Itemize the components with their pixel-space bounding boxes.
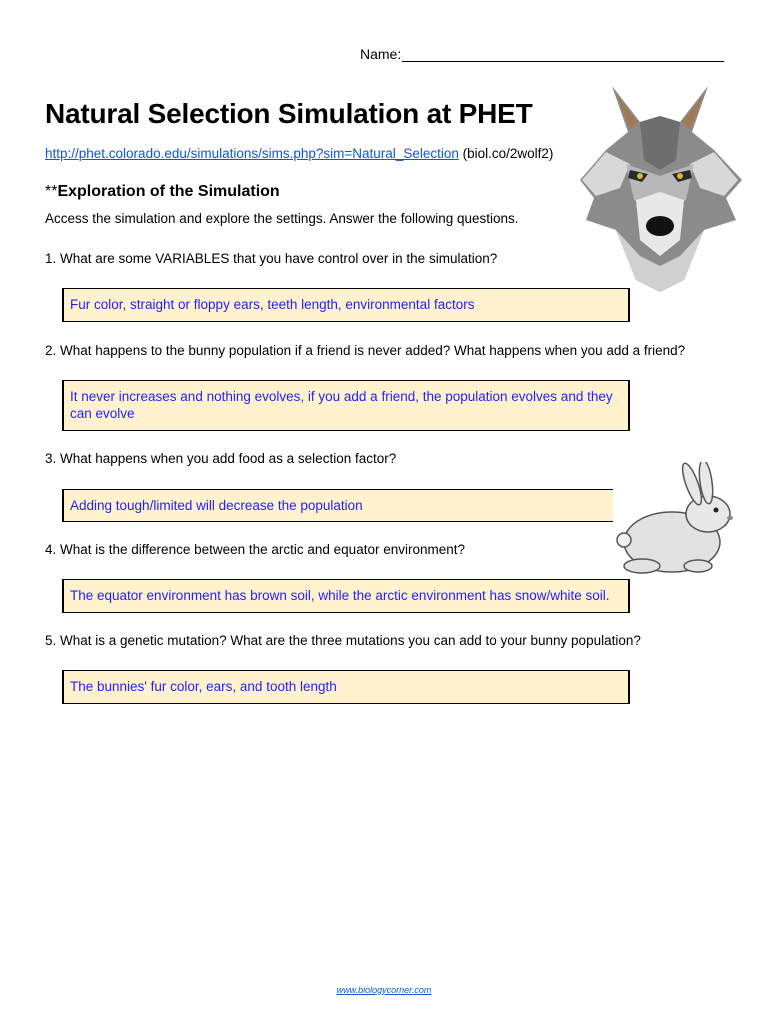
- heading-text: Exploration of the Simulation: [57, 183, 280, 200]
- link-row: [45, 146, 553, 161]
- section-heading: [45, 183, 280, 201]
- question-2: 2. What happens to the bunny population if a friend is never added? What happens when you add a friend?: [45, 343, 686, 358]
- short-link: (biol.co/2wolf2): [462, 146, 554, 161]
- answer-box-4[interactable]: The equator environment has brown soil, while the arctic environment has snow/white soil.: [62, 579, 630, 613]
- heading-stars: **: [45, 183, 58, 200]
- answer-box-3[interactable]: Adding tough/limited will decrease the population: [62, 489, 613, 522]
- bunny-image: [612, 462, 740, 578]
- name-label: Name:: [360, 46, 402, 62]
- name-field[interactable]: [360, 46, 724, 62]
- name-blank[interactable]: [402, 46, 724, 62]
- footer-link[interactable]: www.biologycorner.com: [336, 985, 432, 995]
- question-1: 1. What are some VARIABLES that you have control over in the simulation?: [45, 251, 498, 266]
- question-5: 5. What is a genetic mutation? What are the three mutations you can add to your bunny population?: [45, 633, 641, 648]
- wolf-image: [576, 80, 744, 295]
- simulation-link[interactable]: http://phet.colorado.edu/simulations/sims.php?sim=Natural_Selection: [45, 146, 459, 161]
- footer: [0, 985, 768, 995]
- answer-box-1[interactable]: Fur color, straight or floppy ears, teeth length, environmental factors: [62, 288, 630, 322]
- answer-box-2[interactable]: It never increases and nothing evolves, if you add a friend, the population evolves and they can evolve: [62, 380, 630, 431]
- intro-text: Access the simulation and explore the settings. Answer the following questions.: [45, 211, 519, 226]
- question-4: 4. What is the difference between the arctic and equator environment?: [45, 542, 466, 557]
- answer-box-5[interactable]: The bunnies' fur color, ears, and tooth length: [62, 670, 630, 704]
- question-3: 3. What happens when you add food as a selection factor?: [45, 451, 397, 466]
- page-title: Natural Selection Simulation at PHET: [45, 98, 533, 129]
